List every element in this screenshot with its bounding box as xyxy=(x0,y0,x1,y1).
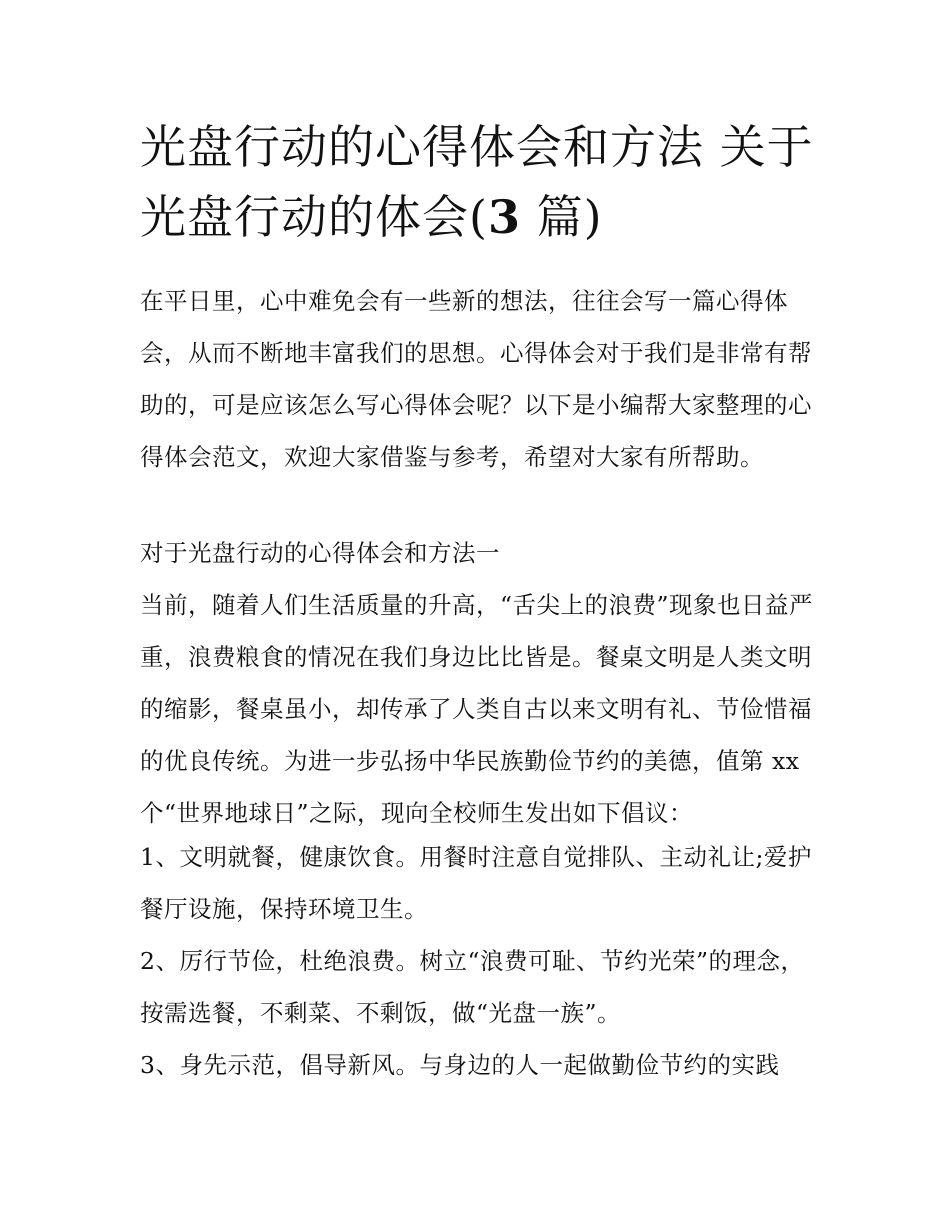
title-number: 3 xyxy=(487,190,521,244)
list-item-1: 1、文明就餐，健康饮食。用餐时注意自觉排队、主动礼让;爱护餐厅设施，保持环境卫生。 xyxy=(140,843,812,923)
intro-paragraph: 在平日里，心中难免会有一些新的想法，往往会写一篇心得体会，从而不断地丰富我们的思想。心得体会对于我们是非常有帮助的，可是应该怎么写心得体会呢？以下是小编帮大家整理的心得体会范文，欢迎大家借鉴与参考，希望对大家有所帮助。 xyxy=(140,287,812,471)
section-heading: 对于光盘行动的心得体会和方法一 xyxy=(140,539,500,567)
list-item-3: 3、身先示范，倡导新风。与身边的人一起做勤俭节约的实践 xyxy=(140,1051,780,1079)
document-title xyxy=(140,112,820,252)
main-paragraph: 当前，随着人们生活质量的升高，“舌尖上的浪费”现象也日益严重，浪费粮食的情况在我们身边比比皆是。餐桌文明是人类文明的缩影，餐桌虽小，却传承了人类自古以来文明有礼、节俭惜福的优良传统。为进一步弘扬中华民族勤俭节约的美德，值第 xx 个“世界地球日”之际，现向全校师生发出如下倡议： xyxy=(140,591,814,827)
list-item-2: 2、厉行节俭，杜绝浪费。树立“浪费可耻、节约光荣”的理念，按需选餐，不剩菜、不剩饭，做“光盘一族”。 xyxy=(140,947,805,1027)
title-text-part2: 篇) xyxy=(520,190,603,244)
title-text-part1: 光盘行动的心得体会和方法 关于光盘行动的体会( xyxy=(140,120,814,244)
